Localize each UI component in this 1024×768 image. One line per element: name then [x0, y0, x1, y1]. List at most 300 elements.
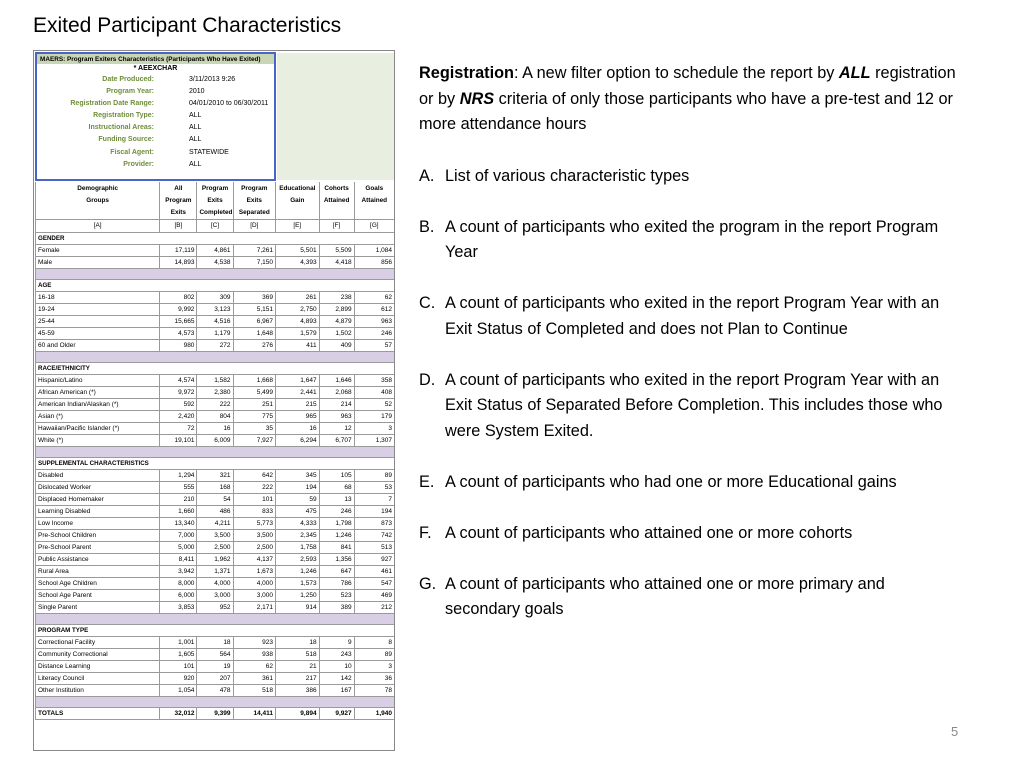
row-value: 1,647: [276, 374, 320, 386]
row-value: 167: [319, 684, 354, 696]
row-label: 25-44: [36, 315, 160, 327]
list-item-letter: B.: [419, 217, 435, 236]
row-value: 938: [233, 648, 275, 660]
row-value: 5,151: [233, 303, 275, 315]
column-header-cell: Separated: [233, 206, 275, 219]
row-value: 54: [197, 493, 233, 505]
spacer-cell: [36, 446, 395, 457]
row-value: 1,673: [233, 565, 275, 577]
row-value: 564: [197, 648, 233, 660]
row-value: 841: [319, 541, 354, 553]
row-label: Correctional Facility: [36, 636, 160, 648]
row-value: 3,123: [197, 303, 233, 315]
row-value: 168: [197, 481, 233, 493]
row-value: 62: [233, 660, 275, 672]
row-value: 4,538: [197, 256, 233, 268]
row-label: Learning Disabled: [36, 505, 160, 517]
row-label: Hawaiian/Pacific Islander (*): [36, 422, 160, 434]
row-value: 518: [276, 648, 320, 660]
row-value: 1,660: [160, 505, 197, 517]
parameter-value: 04/01/2010 to 06/30/2011: [189, 100, 269, 108]
parameter-value: ALL: [189, 124, 202, 132]
parameter-label: Registration Date Range:: [70, 100, 154, 108]
section-title: GENDER: [36, 232, 395, 244]
row-value: 1,605: [160, 648, 197, 660]
spacer-cell: [36, 613, 395, 624]
parameter-value: 2010: [189, 88, 205, 96]
column-header-cell: [319, 206, 354, 219]
row-value: 4,879: [319, 315, 354, 327]
parameter-label: Instructional Areas:: [88, 124, 154, 132]
row-value: 13,340: [160, 517, 197, 529]
row-value: 52: [354, 398, 394, 410]
row-label: Pre-School Parent: [36, 541, 160, 553]
row-value: 1,582: [197, 374, 233, 386]
table-row: [36, 386, 395, 398]
row-value: 1,798: [319, 517, 354, 529]
row-label: Public Assistance: [36, 553, 160, 565]
list-item: [419, 572, 964, 623]
list-item-letter: E.: [419, 472, 435, 491]
row-value: 78: [354, 684, 394, 696]
row-value: 207: [197, 672, 233, 684]
intro-part-1: : A new filter option to schedule the report by: [514, 64, 839, 82]
column-header-cell: [36, 206, 160, 219]
row-value: 963: [319, 410, 354, 422]
row-value: 212: [354, 601, 394, 613]
row-label: School Age Children: [36, 577, 160, 589]
table-row: [36, 601, 395, 613]
row-label: Pre-School Children: [36, 529, 160, 541]
totals-value: 9,399: [197, 707, 233, 719]
row-value: 7,261: [233, 244, 275, 256]
section-spacer-row: [36, 613, 395, 624]
report-table: [35, 182, 395, 720]
column-header-cell: Exits: [233, 194, 275, 206]
row-value: 194: [354, 505, 394, 517]
row-value: 4,893: [276, 315, 320, 327]
row-value: 222: [197, 398, 233, 410]
row-label: Male: [36, 256, 160, 268]
column-code-row: [36, 219, 395, 232]
row-value: 18: [197, 636, 233, 648]
row-value: 965: [276, 410, 320, 422]
row-label: Other Institution: [36, 684, 160, 696]
row-value: 2,593: [276, 553, 320, 565]
row-value: 246: [319, 505, 354, 517]
table-row: [36, 660, 395, 672]
column-code-cell: [E]: [276, 219, 320, 232]
row-value: 7: [354, 493, 394, 505]
report-header-box: [35, 52, 276, 181]
row-label: 16-18: [36, 291, 160, 303]
list-item: [419, 368, 964, 445]
table-row: [36, 256, 395, 268]
row-value: 35: [233, 422, 275, 434]
list-item: [419, 470, 964, 496]
table-row: [36, 529, 395, 541]
row-label: African American (*): [36, 386, 160, 398]
row-value: 804: [197, 410, 233, 422]
row-value: 6,707: [319, 434, 354, 446]
totals-value: 14,411: [233, 707, 275, 719]
table-row: [36, 636, 395, 648]
row-value: 469: [354, 589, 394, 601]
slide-title: Exited Participant Characteristics: [33, 14, 342, 37]
totals-row: [36, 707, 395, 719]
totals-value: 1,940: [354, 707, 394, 719]
row-value: 6,967: [233, 315, 275, 327]
report-title: MAERS: Program Exiters Characteristics (Participants Who Have Exited): [37, 54, 274, 64]
row-label: Female: [36, 244, 160, 256]
row-value: 214: [319, 398, 354, 410]
row-value: 980: [160, 339, 197, 351]
row-value: 4,137: [233, 553, 275, 565]
row-value: 10: [319, 660, 354, 672]
row-value: 411: [276, 339, 320, 351]
row-value: 3,500: [197, 529, 233, 541]
row-value: 12: [319, 422, 354, 434]
row-value: 8,000: [160, 577, 197, 589]
row-value: 927: [354, 553, 394, 565]
row-value: 642: [233, 469, 275, 481]
row-value: 1,179: [197, 327, 233, 339]
page-number: 5: [951, 724, 959, 739]
table-row: [36, 553, 395, 565]
row-value: 16: [197, 422, 233, 434]
column-header-row: [36, 206, 395, 219]
row-value: 833: [233, 505, 275, 517]
report-parameter-row: [37, 122, 274, 134]
spacer-cell: [36, 696, 395, 707]
row-label: Displaced Homemaker: [36, 493, 160, 505]
row-value: 1,084: [354, 244, 394, 256]
parameter-label: Funding Source:: [98, 136, 154, 144]
row-value: 89: [354, 648, 394, 660]
section-title-row: [36, 624, 395, 636]
row-value: 101: [233, 493, 275, 505]
section-title-row: [36, 232, 395, 244]
description-panel: [419, 61, 964, 648]
totals-value: 32,012: [160, 707, 197, 719]
table-row: [36, 398, 395, 410]
row-value: 222: [233, 481, 275, 493]
row-value: 4,393: [276, 256, 320, 268]
row-value: 952: [197, 601, 233, 613]
column-code-cell: [D]: [233, 219, 275, 232]
section-spacer-row: [36, 351, 395, 362]
row-value: 53: [354, 481, 394, 493]
list-item-letter: A.: [419, 166, 435, 185]
row-value: 142: [319, 672, 354, 684]
list-item-text: List of various characteristic types: [445, 166, 690, 185]
row-value: 261: [276, 291, 320, 303]
report-parameter-row: [37, 110, 274, 122]
row-value: 369: [233, 291, 275, 303]
row-value: 89: [354, 469, 394, 481]
row-value: 1,371: [197, 565, 233, 577]
column-code-cell: [A]: [36, 219, 160, 232]
row-value: 8,411: [160, 553, 197, 565]
row-value: 775: [233, 410, 275, 422]
row-value: 555: [160, 481, 197, 493]
section-spacer-row: [36, 268, 395, 279]
parameter-label: Program Year:: [106, 88, 154, 96]
row-label: 45-59: [36, 327, 160, 339]
totals-label: TOTALS: [36, 707, 160, 719]
report-parameter-row: [37, 98, 274, 110]
report-parameter-row: [37, 74, 274, 86]
row-value: 4,516: [197, 315, 233, 327]
column-code-cell: [F]: [319, 219, 354, 232]
row-value: 2,171: [233, 601, 275, 613]
row-value: 15,665: [160, 315, 197, 327]
report-header-side: [277, 53, 394, 180]
list-item-text: A count of participants who exited the program in the report Program Year: [445, 217, 939, 261]
report-parameters: [37, 74, 274, 171]
row-label: White (*): [36, 434, 160, 446]
table-row: [36, 303, 395, 315]
row-value: 5,000: [160, 541, 197, 553]
row-value: 68: [319, 481, 354, 493]
row-value: 238: [319, 291, 354, 303]
row-value: 217: [276, 672, 320, 684]
row-value: 59: [276, 493, 320, 505]
report-parameter-row: [37, 86, 274, 98]
row-value: 8: [354, 636, 394, 648]
row-value: 408: [354, 386, 394, 398]
row-value: 963: [354, 315, 394, 327]
row-value: 4,000: [233, 577, 275, 589]
column-header-cell: Program: [160, 194, 197, 206]
list-item-text: A count of participants who attained one or more primary and secondary goals: [445, 574, 885, 618]
report-parameter-row: [37, 147, 274, 159]
row-value: 1,054: [160, 684, 197, 696]
row-value: 547: [354, 577, 394, 589]
row-value: 6,000: [160, 589, 197, 601]
row-value: 105: [319, 469, 354, 481]
table-row: [36, 565, 395, 577]
column-code-cell: [C]: [197, 219, 233, 232]
row-value: 4,211: [197, 517, 233, 529]
column-header-cell: Exits: [160, 206, 197, 219]
row-value: 7,927: [233, 434, 275, 446]
list-item: [419, 215, 964, 266]
totals-value: 9,927: [319, 707, 354, 719]
table-row: [36, 517, 395, 529]
column-header-cell: Gain: [276, 194, 320, 206]
intro-all: ALL: [838, 64, 871, 82]
column-header-row: [36, 182, 395, 194]
row-value: 19,101: [160, 434, 197, 446]
row-value: 1,646: [319, 374, 354, 386]
section-title-row: [36, 279, 395, 291]
row-value: 6,294: [276, 434, 320, 446]
row-value: 62: [354, 291, 394, 303]
row-value: 246: [354, 327, 394, 339]
row-value: 243: [319, 648, 354, 660]
row-value: 1,502: [319, 327, 354, 339]
list-item-letter: C.: [419, 294, 436, 312]
section-title-row: [36, 457, 395, 469]
list-item-text: A count of participants who attained one or more cohorts: [445, 523, 853, 542]
column-header-cell: Program: [197, 182, 233, 194]
section-title: RACE/ETHNICITY: [36, 362, 395, 374]
row-value: 1,294: [160, 469, 197, 481]
row-value: 856: [354, 256, 394, 268]
parameter-value: ALL: [189, 136, 202, 144]
row-value: 215: [276, 398, 320, 410]
intro-part-2: registration or by: [419, 64, 956, 108]
table-row: [36, 672, 395, 684]
row-value: 923: [233, 636, 275, 648]
row-label: American Indian/Alaskan (*): [36, 398, 160, 410]
table-row: [36, 481, 395, 493]
row-value: 2,380: [197, 386, 233, 398]
row-value: 1,573: [276, 577, 320, 589]
row-value: 386: [276, 684, 320, 696]
row-value: 389: [319, 601, 354, 613]
parameter-value: ALL: [189, 160, 202, 168]
row-label: Community Correctional: [36, 648, 160, 660]
row-value: 2,750: [276, 303, 320, 315]
column-header-cell: Program: [233, 182, 275, 194]
row-value: 2,068: [319, 386, 354, 398]
row-value: 17,119: [160, 244, 197, 256]
totals-value: 9,894: [276, 707, 320, 719]
report-parameter-row: [37, 159, 274, 171]
row-value: 4,573: [160, 327, 197, 339]
row-value: 920: [160, 672, 197, 684]
spacer-cell: [36, 351, 395, 362]
row-value: 21: [276, 660, 320, 672]
row-value: 9: [319, 636, 354, 648]
row-value: 1,356: [319, 553, 354, 565]
row-value: 345: [276, 469, 320, 481]
section-title-row: [36, 362, 395, 374]
row-label: Distance Learning: [36, 660, 160, 672]
column-header-cell: Completed: [197, 206, 233, 219]
table-row: [36, 244, 395, 256]
row-value: 2,345: [276, 529, 320, 541]
row-value: 592: [160, 398, 197, 410]
row-value: 1,246: [276, 565, 320, 577]
registration-paragraph: [419, 61, 964, 138]
report-parameter-row: [37, 134, 274, 146]
row-value: 2,441: [276, 386, 320, 398]
row-label: School Age Parent: [36, 589, 160, 601]
row-value: 4,861: [197, 244, 233, 256]
row-value: 409: [319, 339, 354, 351]
table-row: [36, 339, 395, 351]
row-value: 3: [354, 422, 394, 434]
section-spacer-row: [36, 696, 395, 707]
row-value: 5,509: [319, 244, 354, 256]
row-value: 914: [276, 601, 320, 613]
column-header-cell: Attained: [319, 194, 354, 206]
table-row: [36, 469, 395, 481]
row-label: Dislocated Worker: [36, 481, 160, 493]
row-value: 4,418: [319, 256, 354, 268]
section-title: PROGRAM TYPE: [36, 624, 395, 636]
parameter-value: STATEWIDE: [189, 148, 229, 156]
column-header-cell: Demographic: [36, 182, 160, 194]
row-value: 2,899: [319, 303, 354, 315]
table-row: [36, 327, 395, 339]
column-header-row: [36, 194, 395, 206]
row-value: 3,853: [160, 601, 197, 613]
list-item: [419, 291, 964, 342]
table-row: [36, 541, 395, 553]
table-row: [36, 422, 395, 434]
section-spacer-row: [36, 446, 395, 457]
list-item-letter: G.: [419, 574, 437, 593]
list-item: [419, 521, 964, 547]
row-value: 1,962: [197, 553, 233, 565]
column-header-cell: All: [160, 182, 197, 194]
report-code: * AEEXCHAR: [133, 65, 178, 72]
table-row: [36, 374, 395, 386]
intro-part-3: criteria of only those participants who have a pre-test and 12 or more attendance hours: [419, 89, 953, 133]
column-header-cell: Attained: [354, 194, 394, 206]
row-value: 194: [276, 481, 320, 493]
row-value: 518: [233, 684, 275, 696]
table-row: [36, 434, 395, 446]
parameter-label: Provider:: [123, 160, 154, 168]
row-value: 7,000: [160, 529, 197, 541]
report-image: [33, 50, 395, 751]
row-value: 1,307: [354, 434, 394, 446]
row-label: Low Income: [36, 517, 160, 529]
row-label: Rural Area: [36, 565, 160, 577]
row-value: 7,150: [233, 256, 275, 268]
row-value: 1,758: [276, 541, 320, 553]
row-value: 72: [160, 422, 197, 434]
row-value: 19: [197, 660, 233, 672]
row-value: 4,333: [276, 517, 320, 529]
table-row: [36, 315, 395, 327]
registration-heading: Registration: [419, 64, 514, 82]
row-value: 513: [354, 541, 394, 553]
row-value: 1,579: [276, 327, 320, 339]
row-value: 57: [354, 339, 394, 351]
row-value: 3,942: [160, 565, 197, 577]
row-value: 276: [233, 339, 275, 351]
row-value: 6,009: [197, 434, 233, 446]
table-row: [36, 493, 395, 505]
column-header-cell: Cohorts: [319, 182, 354, 194]
row-value: 309: [197, 291, 233, 303]
row-value: 786: [319, 577, 354, 589]
row-value: 3,500: [233, 529, 275, 541]
parameter-value: 3/11/2013 9:26: [189, 76, 236, 83]
intro-nrs: NRS: [459, 89, 495, 108]
row-value: 478: [197, 684, 233, 696]
row-value: 358: [354, 374, 394, 386]
list-item-letter: D.: [419, 370, 436, 389]
row-value: 18: [276, 636, 320, 648]
row-label: 60 and Older: [36, 339, 160, 351]
row-value: 2,420: [160, 410, 197, 422]
table-row: [36, 589, 395, 601]
row-value: 101: [160, 660, 197, 672]
row-value: 16: [276, 422, 320, 434]
column-code-cell: [G]: [354, 219, 394, 232]
row-value: 272: [197, 339, 233, 351]
row-label: Hispanic/Latino: [36, 374, 160, 386]
column-header-cell: [276, 206, 320, 219]
section-title: AGE: [36, 279, 395, 291]
